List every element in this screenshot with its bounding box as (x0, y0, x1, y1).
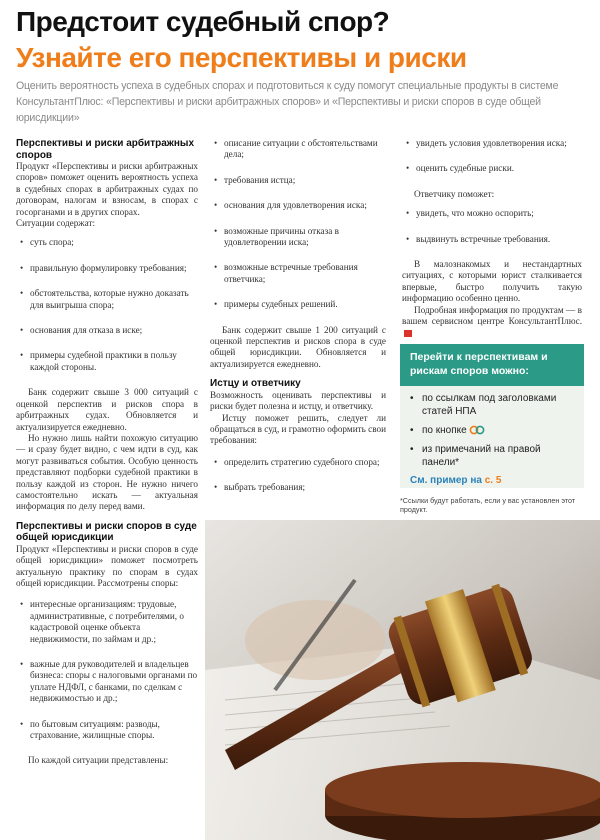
paragraph: Ответчику поможет: (414, 188, 495, 199)
bullet-list (402, 138, 582, 175)
button-label: по кнопке (422, 425, 467, 436)
footnote: *Ссылки будут работать, если у вас установлен этот продукт. (400, 496, 576, 514)
paragraph: Возможность оценивать перспективы и риски будет полезна и истцу, и ответчику. (210, 389, 386, 412)
gavel-photo (205, 520, 600, 840)
list-item: • основания для отказа в иске; (16, 325, 198, 336)
paragraph: Продукт «Перспективы и риски арбитражных споров» поможет оценить вероятность успеха в судебных спорах в арбитражных судах по договорам, налогам и взносам, в спорах с госорганами и в других спорах. (16, 161, 198, 217)
lead-paragraph: Оценить вероятность успеха в судебных спорах и подготовиться к суду помогут специальные продукты в системе КонсультантПлюс: «Перспективы и риски арбитражных споров» и «Перспективы и риски споров в суде общей юрисдикции» (16, 80, 559, 124)
bullet-list (402, 208, 582, 245)
page-subtitle: Узнайте его перспективы и риски (16, 42, 467, 73)
list-item: • оценить судебные риски. (402, 163, 582, 174)
list-item: • по ссылкам под заголовками статей НПА (410, 392, 574, 418)
paragraph: Ситуации содержат: (16, 218, 96, 229)
list-item: • требования истца; (210, 175, 386, 186)
paragraph: В малознакомых и нестандартных ситуациях, с которыми юрист сталкивается впервые, быстро получить такую информацию особенно ценно. (402, 259, 582, 304)
list-item: • выбрать требования; (210, 482, 386, 493)
navigation-callout (400, 344, 584, 488)
list-item: • интересные организациям: трудовые, административные, с потребителями, о кадастровой оценке объекта недвижимости, по займам и др.; (16, 599, 198, 645)
list-item: • выдвинуть встречные требования. (402, 234, 582, 245)
list-item: • из примечаний на правой панели* (410, 443, 574, 469)
list-item: • важные для руководителей и владельцев бизнеса: споры с налоговыми органами по уплате НДФЛ, с банками, по сделкам с недвижимостью и др.; (16, 659, 198, 705)
paragraph: Продукт «Перспективы и риски споров в суде общей юрисдикции» поможет посмотреть актуальную практику по спорам в судах общей юрисдикции. Рассмотрены споры: (16, 543, 198, 588)
callout-list (400, 386, 584, 469)
bullet-list (16, 237, 198, 373)
list-item: • увидеть, что можно оспорить; (402, 208, 582, 219)
paragraph: Банк содержит свыше 1 200 ситуаций с оценкой перспектив и рисков спора в суде общей юрисдикции. Обновляется и актуализируется ежедневно. (210, 324, 386, 369)
bullet-list (210, 457, 386, 494)
section-heading-plaintiff-defendant: Истцу и ответчику (210, 378, 301, 390)
rings-button-icon (469, 425, 485, 435)
section-heading-general-jurisdiction: Перспективы и риски споров в суде общей юрисдикции (16, 520, 197, 544)
consultant-cube-icon (404, 330, 412, 337)
list-item: • описание ситуации с обстоятельствами дела; (210, 138, 386, 161)
see-example-link[interactable] (400, 475, 584, 486)
list-item: • суть спора; (16, 237, 198, 248)
list-item: • возможные встречные требования ответчика; (210, 262, 386, 285)
see-page: с. 5 (484, 475, 502, 486)
column-1 (16, 138, 198, 767)
bullet-list (16, 599, 198, 741)
list-item: • правильную формулировку требования; (16, 263, 198, 274)
list-item (410, 424, 574, 437)
list-item: • примеры судебной практики в пользу каждой стороны. (16, 350, 198, 373)
list-item: • по бытовым ситуациям: разводы, страхование, жилищные споры. (16, 719, 198, 742)
paragraph (402, 305, 582, 339)
list-item: • обстоятельства, которые нужно доказать для выигрыша спора; (16, 288, 198, 311)
see-label: См. пример на (410, 475, 482, 486)
page-title: Предстоит судебный спор? (16, 6, 390, 37)
callout-heading: Перейти к перспективам и рискам споров можно: (400, 344, 584, 386)
bullet-list (210, 138, 386, 311)
paragraph: По каждой ситуации представлены: (28, 755, 169, 766)
list-item: • основания для удовлетворения иска; (210, 200, 386, 211)
section-heading-arbitration: Перспективы и риски арбитражных споров (16, 138, 195, 161)
list-item: • возможные причины отказа в удовлетворении иска; (210, 226, 386, 249)
gavel-illustration (205, 520, 600, 840)
column-3 (402, 138, 582, 339)
list-item: • увидеть условия удовлетворения иска; (402, 138, 582, 149)
column-2 (210, 138, 386, 508)
list-item: • определить стратегию судебного спора; (210, 457, 386, 468)
contact-text: Подробная информация по продуктам — в вашем сервисном центре КонсультантПлюс. (402, 304, 582, 327)
paragraph: Банк содержит свыше 3 000 ситуаций с оценкой перспектив и рисков спора в арбитражных судах. Обновляется и актуализируется ежедневно. (16, 387, 198, 432)
list-item: • примеры судебных решений. (210, 299, 386, 310)
paragraph: Но нужно лишь найти похожую ситуацию — и сразу будет видно, с чем идти в суд, как могут развиваться события. Особую ценность представляют подборки судебной практики в пользу каждой из сторон. Не нужно ничего самостоятельно искать — актуальная информация по делу перед вами. (16, 432, 198, 512)
paragraph: Истцу поможет решить, следует ли обращаться в суд, и грамотно оформить свои требования: (210, 412, 386, 446)
